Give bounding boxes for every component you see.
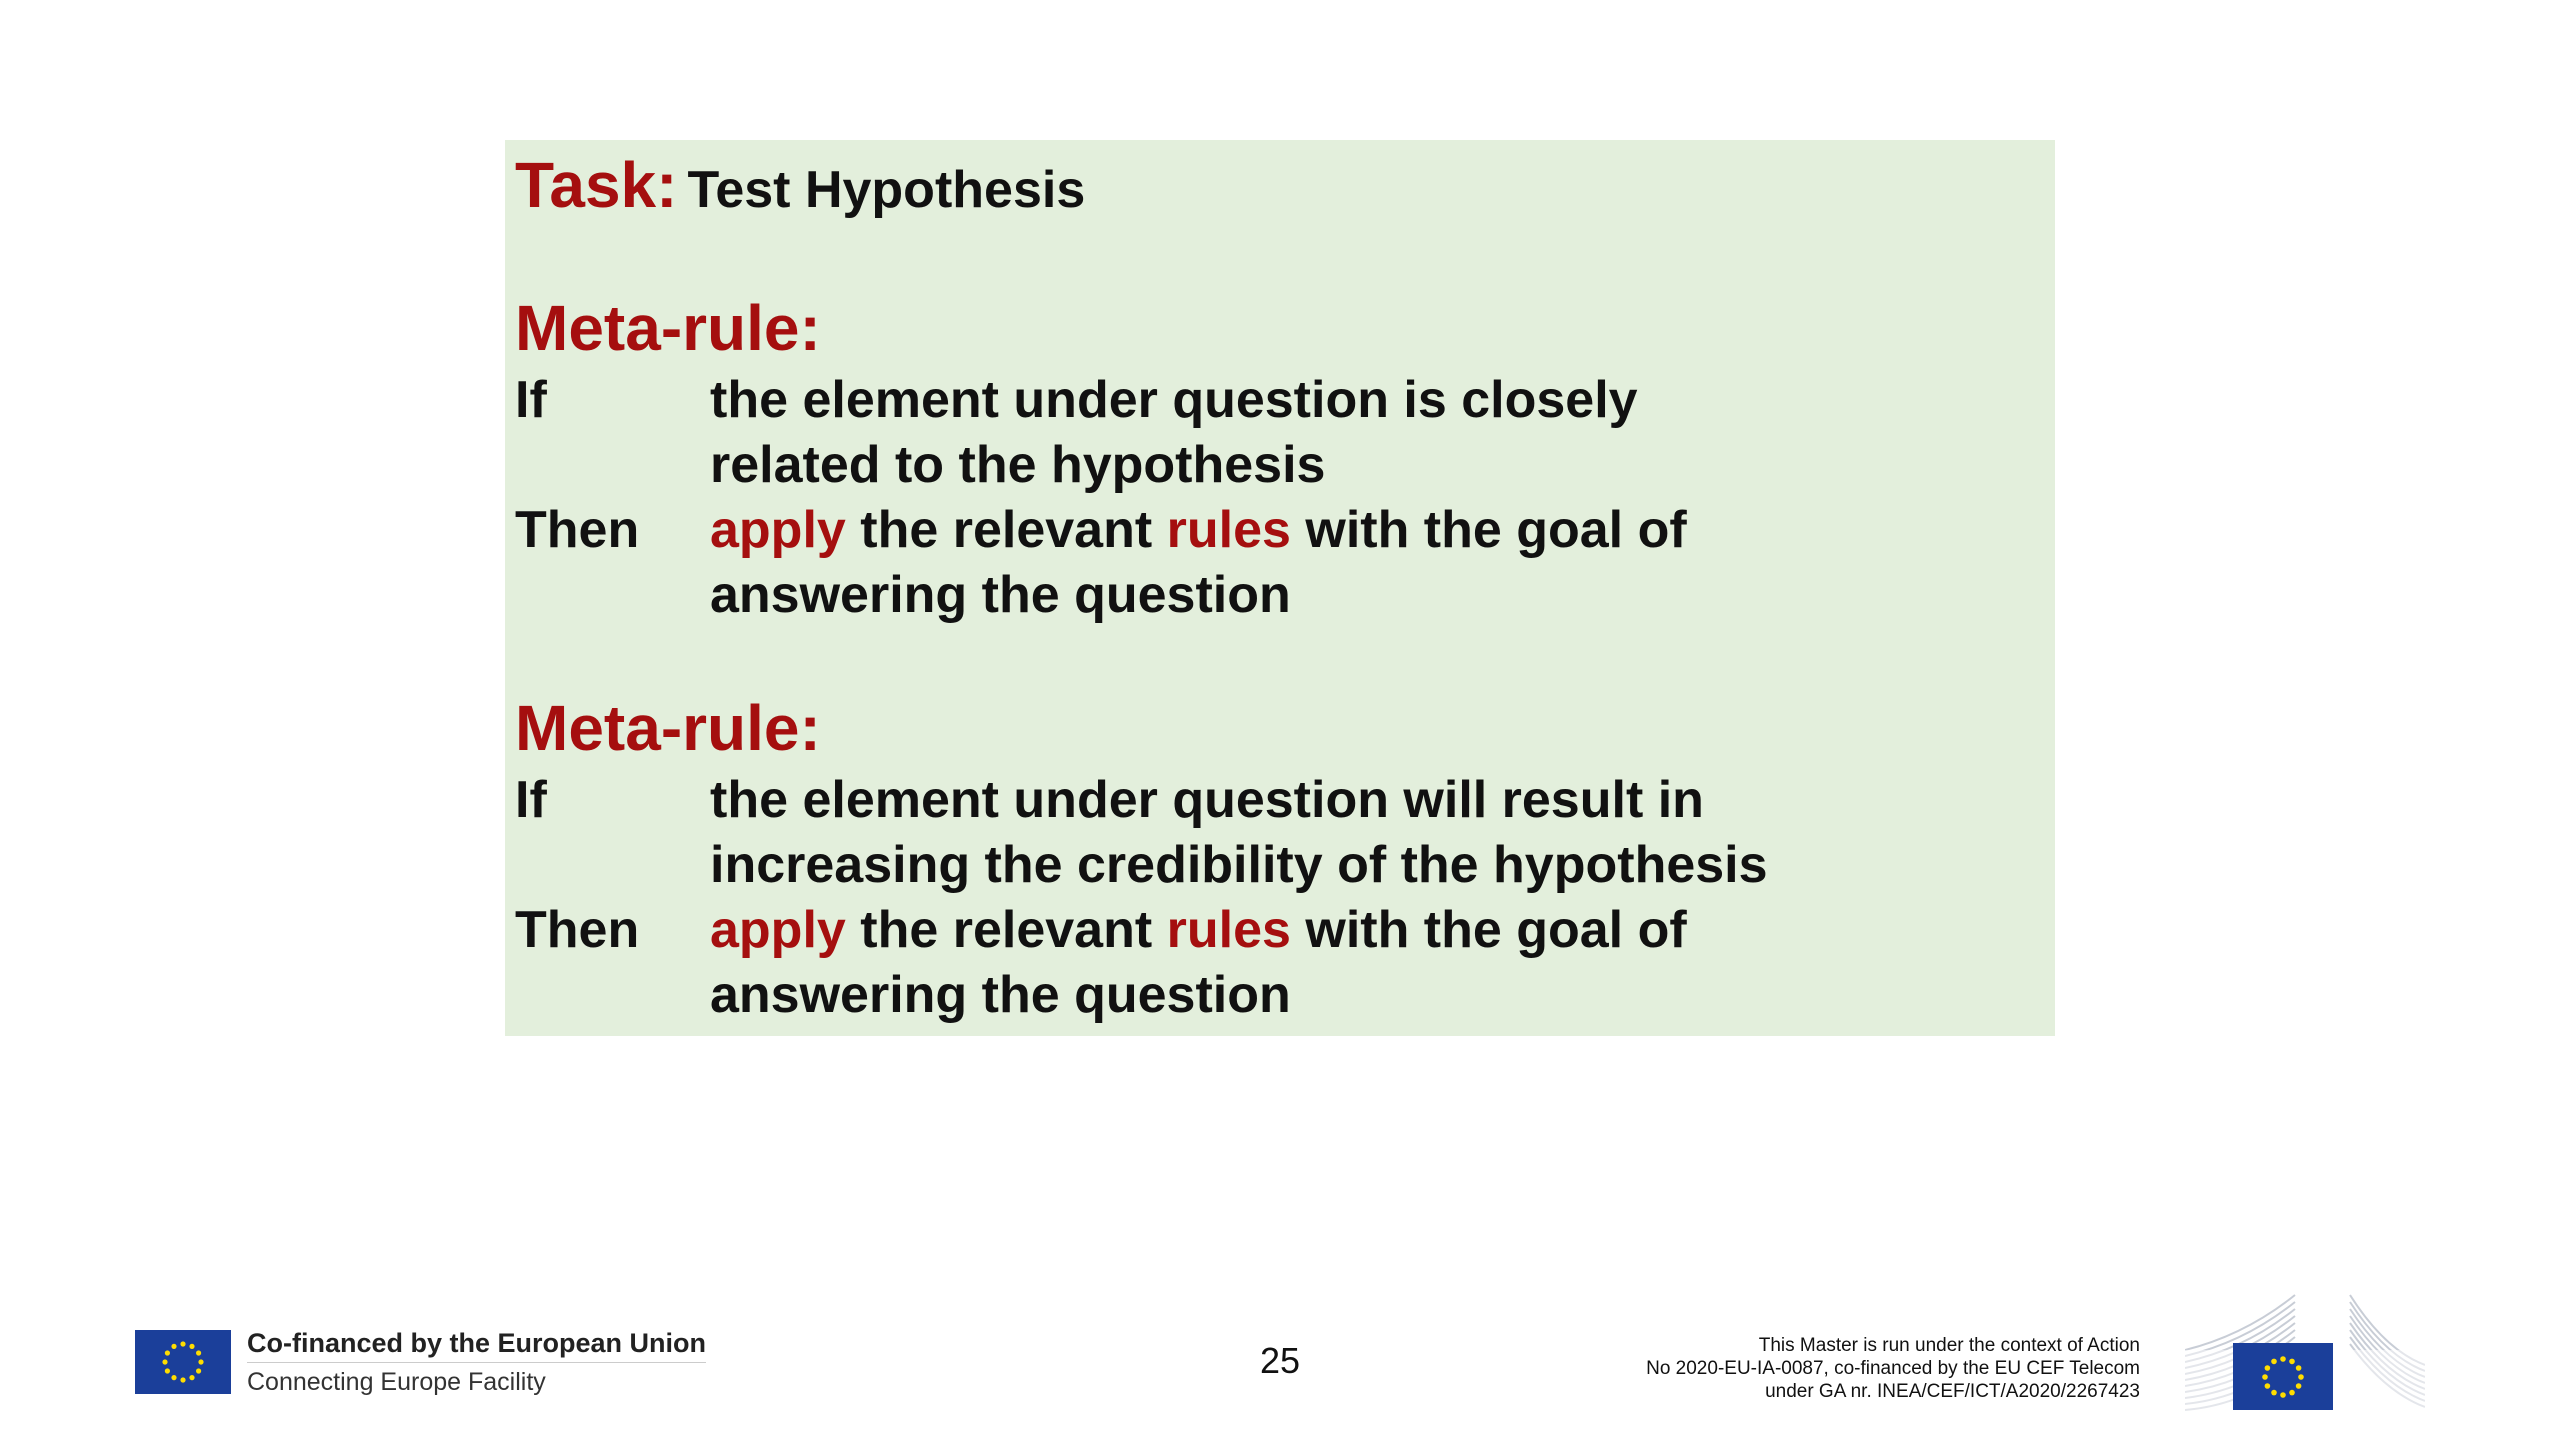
then-continuation-row — [515, 563, 1687, 628]
funding-note-line: No 2020-EU-IA-0087, co-financed by the EU CEF Telecom — [1646, 1358, 2140, 1379]
then-row — [515, 498, 1687, 563]
if-keyword: If — [515, 771, 547, 829]
content-box — [505, 140, 2055, 1036]
if-continuation-row — [515, 833, 1768, 898]
then-row — [515, 898, 1768, 963]
then-text: with the goal of — [1290, 901, 1687, 959]
then-action-line — [710, 498, 1687, 563]
then-text: the relevant — [845, 501, 1167, 559]
eu-flag-icon — [135, 1330, 231, 1394]
european-commission-logo — [2185, 1290, 2425, 1415]
highlight-rules: rules — [1166, 501, 1291, 559]
task-label: Task: — [515, 149, 678, 221]
if-condition-line: related to the hypothesis — [710, 436, 1326, 494]
page-number: 25 — [1259, 1340, 1301, 1381]
highlight-apply: apply — [710, 901, 846, 959]
eu-cofinanced-label: Co-financed by the European Union — [247, 1324, 706, 1363]
funding-note — [1646, 1334, 2140, 1403]
eu-flag-icon — [135, 1330, 231, 1394]
european-commission-logo-icon — [2185, 1290, 2425, 1415]
meta-rule-block — [515, 688, 1768, 1028]
highlight-apply: apply — [710, 501, 846, 559]
if-keyword: If — [515, 371, 547, 429]
then-text: with the goal of — [1290, 501, 1687, 559]
highlight-rules: rules — [1166, 901, 1291, 959]
then-text: the relevant — [845, 901, 1167, 959]
eu-cofinancing — [135, 1322, 706, 1402]
meta-rule-title: Meta-rule: — [515, 692, 821, 764]
task-value: Test Hypothesis — [687, 161, 1086, 219]
if-row — [515, 368, 1687, 433]
funding-note-line: This Master is run under the context of Action — [1758, 1335, 2140, 1356]
if-continuation-row — [515, 433, 1687, 498]
funding-note-line: under GA nr. INEA/CEF/ICT/A2020/2267423 — [1765, 1381, 2140, 1402]
then-action-line: answering the question — [710, 966, 1291, 1024]
if-row — [515, 768, 1768, 833]
then-action-line — [710, 898, 1687, 963]
then-keyword: Then — [515, 501, 640, 559]
if-condition-line: increasing the credibility of the hypothesis — [710, 836, 1768, 894]
meta-rule-title: Meta-rule: — [515, 292, 821, 364]
meta-rule-block — [515, 288, 1687, 628]
cef-label: Connecting Europe Facility — [247, 1367, 546, 1396]
then-continuation-row — [515, 963, 1768, 1028]
eu-cofinancing-text — [247, 1324, 706, 1401]
if-condition-line: the element under question will result in — [710, 771, 1704, 829]
if-condition-line: the element under question is closely — [710, 371, 1638, 429]
then-action-line: answering the question — [710, 566, 1291, 624]
then-keyword: Then — [515, 901, 640, 959]
task-heading — [515, 148, 1085, 222]
